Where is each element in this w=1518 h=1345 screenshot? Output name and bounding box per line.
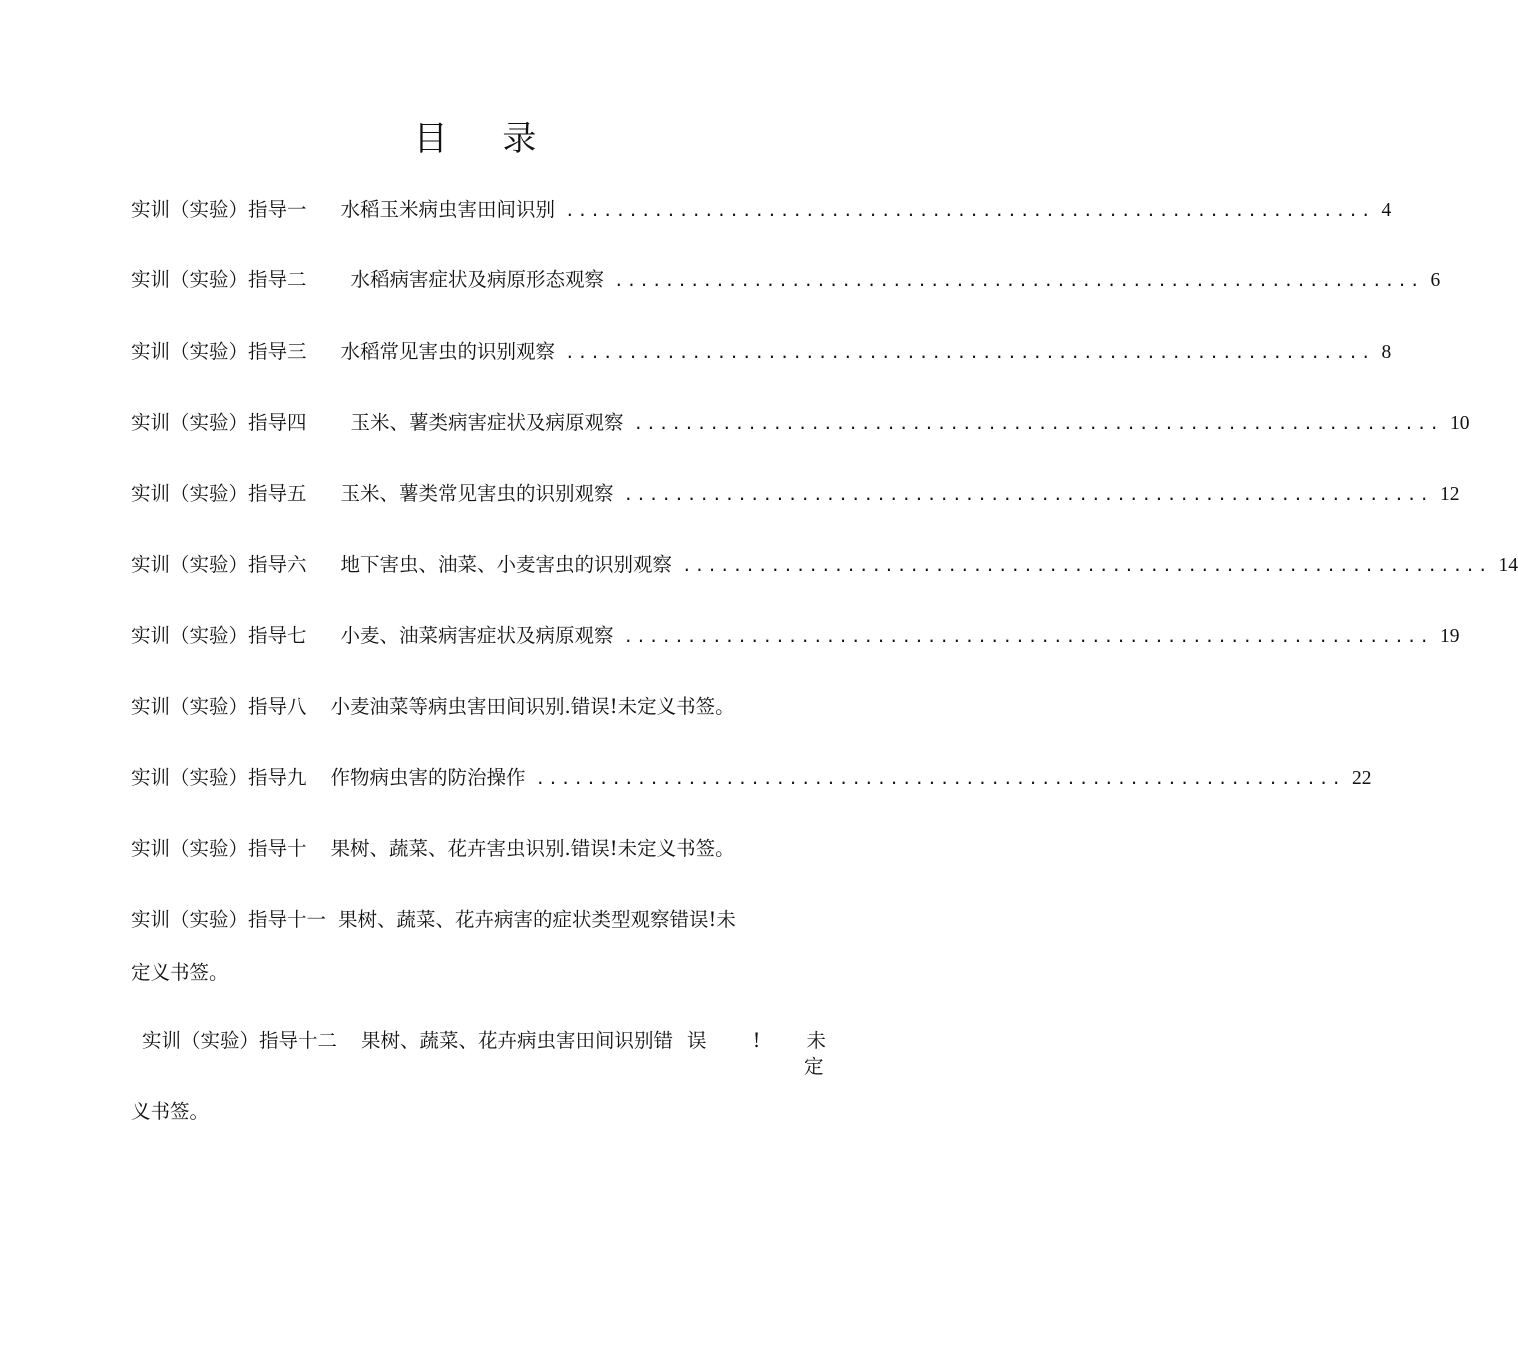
toc-leader: ................................................................ bbox=[623, 627, 1433, 646]
toc-entry-title: 水稻常见害虫的识别观察 bbox=[340, 340, 556, 363]
toc-leader: ................................................................ bbox=[633, 414, 1443, 433]
error-part: ! bbox=[752, 1029, 761, 1052]
toc-entry-label: 实训（实验）指导九 bbox=[131, 766, 307, 789]
toc-page-number: 12 bbox=[1440, 484, 1460, 505]
toc-leader: ................................................................ bbox=[623, 485, 1433, 504]
toc-entry-title: 玉米、薯类常见害虫的识别观察 bbox=[340, 482, 614, 505]
toc-bookmark-error: .错误!未定义书签。 bbox=[564, 695, 735, 718]
toc-page-number: 19 bbox=[1440, 626, 1460, 647]
toc-entry-title: 水稻病害症状及病原形态观察 bbox=[350, 268, 605, 291]
toc-entry[interactable] bbox=[131, 193, 1392, 227]
toc-entry-title: 作物病虫害的防治操作 bbox=[330, 766, 526, 789]
page-title: 目 录 bbox=[413, 119, 559, 159]
toc-entry-title: 果树、蔬菜、花卉病害的症状类型观察错误!未 bbox=[338, 908, 736, 931]
toc-entry-continuation: 定义书签。 bbox=[131, 961, 229, 984]
toc-entry[interactable] bbox=[131, 832, 826, 866]
toc-entry-label: 实训（实验）指导十 bbox=[131, 837, 307, 860]
toc-entry-label: 实训（实验）指导四 bbox=[131, 411, 307, 434]
toc-entry-title: 玉米、薯类病害症状及病原观察 bbox=[350, 411, 624, 434]
toc-entry-label: 实训（实验）指导十一 bbox=[131, 908, 327, 931]
toc-entry-label: 实训（实验）指导八 bbox=[131, 695, 307, 718]
toc-entry[interactable] bbox=[142, 1024, 826, 1058]
toc-entry-label: 实训（实验）指导七 bbox=[131, 624, 307, 647]
toc-leader: ................................................................ bbox=[535, 769, 1345, 788]
toc-entry-title: 果树、蔬菜、花卉害虫识别 bbox=[330, 837, 565, 860]
toc-entry[interactable] bbox=[131, 335, 1392, 369]
toc-page-number: 4 bbox=[1381, 200, 1392, 221]
toc-entry-wrap-char: 定 bbox=[804, 1055, 824, 1078]
toc-entry[interactable] bbox=[131, 619, 1460, 653]
toc-leader: ................................................................ bbox=[614, 271, 1423, 290]
toc-entry-title: 小麦油菜等病虫害田间识别 bbox=[330, 695, 565, 718]
error-part: 误 bbox=[687, 1029, 707, 1052]
toc-entry[interactable] bbox=[131, 690, 826, 724]
toc-entry[interactable] bbox=[131, 903, 826, 937]
toc-entry-title: 地下害虫、油菜、小麦害虫的识别观察 bbox=[340, 553, 673, 576]
toc-leader: ................................................................ bbox=[565, 343, 1374, 362]
error-part: 未 bbox=[806, 1029, 826, 1052]
toc-entry[interactable] bbox=[131, 263, 1441, 297]
toc-leader: ................................................................ bbox=[682, 556, 1491, 575]
toc-entry-label: 实训（实验）指导十二 bbox=[142, 1029, 338, 1052]
toc-entry-label: 实训（实验）指导二 bbox=[131, 268, 307, 291]
toc-page-number: 10 bbox=[1450, 413, 1470, 434]
toc-entry-label: 实训（实验）指导三 bbox=[131, 340, 307, 363]
toc-entry-title: 果树、蔬菜、花卉病虫害田间识别错 bbox=[361, 1029, 674, 1052]
toc-entry[interactable] bbox=[131, 406, 1470, 440]
toc-entry-continuation: 义书签。 bbox=[131, 1100, 210, 1123]
toc-page-number: 8 bbox=[1381, 342, 1392, 363]
toc-entry-title: 水稻玉米病虫害田间识别 bbox=[340, 198, 556, 221]
toc-entry[interactable] bbox=[131, 761, 1372, 795]
toc-entry-title: 小麦、油菜病害症状及病原观察 bbox=[340, 624, 614, 647]
toc-entry-label: 实训（实验）指导六 bbox=[131, 553, 307, 576]
toc-bookmark-error: .错误!未定义书签。 bbox=[564, 837, 735, 860]
toc-page-number: 22 bbox=[1352, 768, 1372, 789]
toc-entry-label: 实训（实验）指导五 bbox=[131, 482, 307, 505]
toc-leader: ................................................................ bbox=[565, 201, 1374, 220]
toc-entry[interactable] bbox=[131, 477, 1460, 511]
toc-entry[interactable] bbox=[131, 548, 1518, 582]
toc-page-number: 14 bbox=[1498, 555, 1518, 576]
toc-page-number: 6 bbox=[1430, 270, 1441, 291]
toc-entry-label: 实训（实验）指导一 bbox=[131, 198, 307, 221]
